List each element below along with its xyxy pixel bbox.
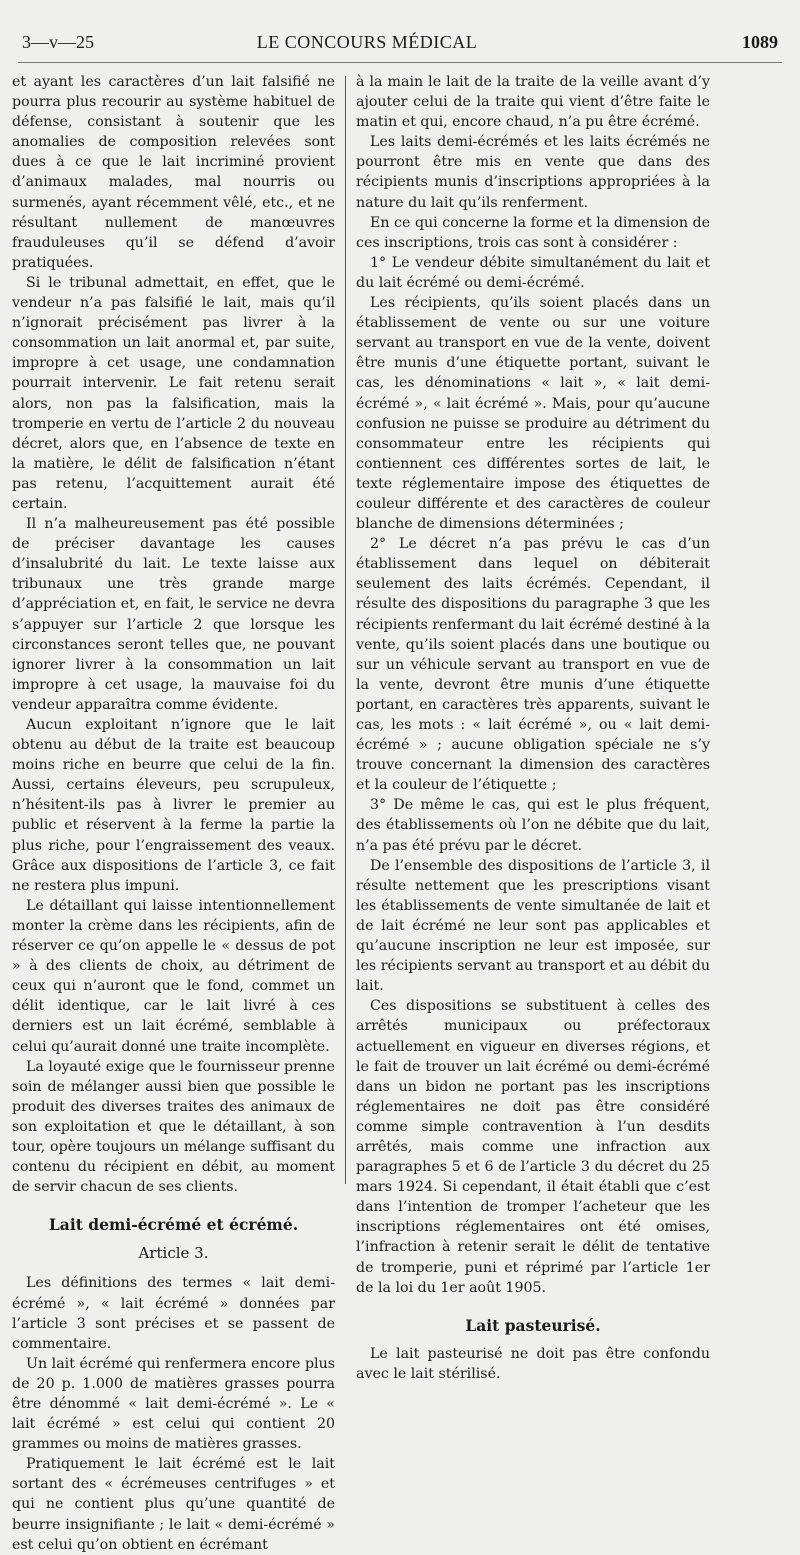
article-heading: Article 3. bbox=[138, 1244, 209, 1263]
left-column bbox=[12, 72, 335, 1555]
paragraph: 1° Le vendeur débite simultanément du lait et du lait écrémé ou demi-écrémé. bbox=[356, 254, 710, 291]
section-heading: Lait demi-écrémé et écrémé. bbox=[48, 1215, 299, 1235]
paragraph: De l’ensemble des dispositions de l’article 3, il résulte nettement que les prescriptions visant les établissements de vente simultanée de lait et de lait écrémé ne leur sont pas applicables et qu’aucune inscription ne leur est imposée, sur les récipients servant au transport et au débit du lait. bbox=[356, 857, 710, 995]
column-divider bbox=[345, 76, 346, 1184]
paragraph: 3° De même le cas, qui est le plus fréquent, des établissements où l’on ne débite que du lait, n’a pas été prévu par le décret. bbox=[356, 797, 710, 854]
paragraph: En ce qui concerne la forme et la dimension de ces inscriptions, trois cas sont à considérer : bbox=[356, 214, 710, 251]
right-column bbox=[356, 72, 710, 1384]
paragraph: Le lait pasteurisé ne doit pas être confondu avec le lait stérilisé. bbox=[356, 1345, 710, 1382]
paragraph: Les définitions des termes « lait demi-écrémé », « lait écrémé » données par l’article 3 sont précises et se passent de commentaire. bbox=[12, 1275, 335, 1352]
paragraph: à la main le lait de la traite de la veille avant d’y ajouter celui de la traite qui vient d’être faite le matin et qui, encore chaud, n’a pu être écrémé. bbox=[356, 74, 710, 131]
header-rule bbox=[18, 62, 782, 63]
paragraph: Les récipients, qu’ils soient placés dans un établissement de vente ou sur une voiture servant au transport en vue de la vente, doivent être munis d’une étiquette portant, suivant le cas, les dénominations « lait », « lait demi-écrémé », « lait écrémé ». Mais, pour qu’aucune confusion ne puisse se produire au détriment du consommateur entre les récipients qui contiennent ces différentes sortes de lait, le texte réglementaire impose des étiquettes de couleur différente et des caractères de couleur blanche de dimensions déterminées ; bbox=[356, 295, 710, 533]
page-header bbox=[22, 30, 778, 54]
paragraph: 2° Le décret n’a pas prévu le cas d’un établissement dans lequel on débiterait seulement des laits écrémés. Cependant, il résulte des dispositions du paragraphe 3 que les récipients renfermant du lait écrémé destiné à la vente, qu’ils soient placés dans une boutique ou sur un véhicule servant au transport en vue de la vente, devront être munis d’une étiquette portant, en caractères très apparents, suivant le cas, les mots : « lait écrémé », ou « lait demi-écrémé » ; aucune obligation spéciale ne s’y trouve concernant la dimension des caractères et la couleur de l’étiquette ; bbox=[356, 536, 710, 794]
paragraph: Si le tribunal admettait, en effet, que le vendeur n’a pas falsifié le lait, mais qu’il n’ignorait précisément pas livrer à la consommation un lait anormal et, par suite, impropre à cet usage, une condamnation pourrait intervenir. Le fait retenu serait alors, non pas la falsification, mais la tromperie en vertu de l’article 2 du nouveau décret, alors que, en l’absence de texte en la matière, le délit de falsification n’étant pas retenu, l’acquittement aurait été certain. bbox=[12, 274, 335, 512]
paragraph: La loyauté exige que le fournisseur prenne soin de mélanger aussi bien que possible le produit des diverses traites des animaux de son exploitation et que le détaillant, à son tour, opère toujours un mélange suffisant du contenu du récipient en débit, au moment de servir chacun de ses clients. bbox=[12, 1058, 335, 1196]
paragraph: Un lait écrémé qui renfermera encore plus de 20 p. 1.000 de matières grasses pourra être dénommé « lait demi-écrémé ». Le « lait écrémé » est celui qui contient 20 grammes ou moins de matières grasses. bbox=[12, 1355, 335, 1453]
section-heading: Lait pasteurisé. bbox=[465, 1315, 601, 1335]
issue-date: 3—v—25 bbox=[22, 32, 94, 52]
journal-title: LE CONCOURS MÉDICAL bbox=[256, 32, 478, 52]
paragraph: Il n’a malheureusement pas été possible de préciser davantage les causes d’insalubrité du lait. Le texte laisse aux tribunaux une très grande marge d’appréciation et, en fait, le service ne devra s’appuyer sur l’article 2 que lorsque les circonstances seront telles que, ne pouvant ignorer livrer à la consommation un lait impropre à cet usage, la mauvaise foi du vendeur apparaîtra comme évidente. bbox=[12, 516, 335, 713]
paragraph: Ces dispositions se substituent à celles des arrêtés municipaux ou préfectoraux actuellement en vigueur en diverses régions, et le fait de trouver un lait écrémé ou demi-écrémé dans un bidon ne portant pas les inscriptions réglementaires ne doit pas être considéré comme simple contravention à l’un desdits arrêtés, mais comme une infraction aux paragraphes 5 et 6 de l’article 3 du décret du 25 mars 1924. Si cependant, il était établi que c’est dans l’intention de tromper l’acheteur que les inscriptions réglementaires ont été omises, l’infraction à retenir serait le délit de tentative de tromperie, puni et réprimé par l’article 1er de la loi du 1er août 1905. bbox=[356, 998, 710, 1296]
paragraph: Pratiquement le lait écrémé est le lait sortant des « écrémeuses centrifuges » et qui ne contient plus qu’une quantité de beurre insignifiante ; le lait « demi-écrémé » est celui qu’on obtient en écrémant bbox=[12, 1456, 335, 1553]
paragraph: Aucun exploitant n’ignore que le lait obtenu au début de la traite est beaucoup moins riche en beurre que celui de la fin. Aussi, certains éleveurs, peu scrupuleux, n’hésitent-ils pas à livrer le premier au public et réservent à la ferme la partie la plus riche, pour l’engraissement des veaux. Grâce aux dispositions de l’article 3, ce fait ne restera plus impuni. bbox=[12, 717, 335, 894]
paragraph: Les laits demi-écrémés et les laits écrémés ne pourront être mis en vente que dans des récipients munis d’inscriptions appropriées à la nature du lait qu’ils renferment. bbox=[356, 134, 710, 211]
page-number: 1089 bbox=[742, 32, 778, 52]
paragraph: Le détaillant qui laisse intentionnellement monter la crème dans les récipients, afin de réserver ce qu’on appelle le « dessus de pot » à des clients de choix, au détriment de ceux qui n’auront que le fond, commet un délit identique, car le lait livré à ces derniers est un lait écrémé, semblable à celui qu’aurait donné une traite incomplète. bbox=[12, 897, 335, 1055]
paragraph: et ayant les caractères d’un lait falsifié ne pourra plus recourir au système habituel de défense, consistant à soutenir que les anomalies de composition relevées sont dues à ce que le lait incriminé provient d’animaux malades, mal nourris ou surmenés, ayant récemment vêlé, etc., et ne résultant nullement de manœuvres frauduleuses qu’il se défend d’avoir pratiquées. bbox=[12, 74, 335, 271]
